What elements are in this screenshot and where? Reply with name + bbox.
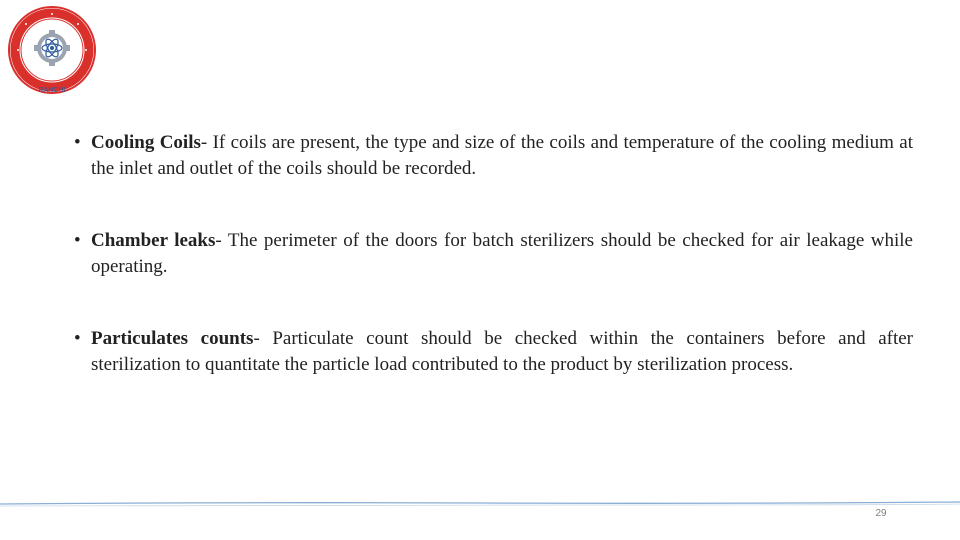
svg-text:RANCHI: RANCHI	[38, 87, 66, 94]
bullet-item-chamber-leaks	[74, 228, 913, 280]
bullet-dot: •	[74, 132, 81, 153]
bullet-dot: •	[74, 230, 81, 251]
bullet-text: - The perimeter of the doors for batch sterilizers should be checked for air leakage while operating.	[91, 230, 913, 277]
institute-logo	[6, 4, 98, 96]
bullet-dot: •	[74, 328, 81, 349]
bullet-text: - Particulate count should be checked within the containers before and after sterilization to quantitate the particle load contributed to the product by sterilization process.	[91, 328, 913, 375]
institute-emblem-icon	[6, 4, 98, 96]
bullet-item-cooling-coils	[74, 130, 913, 182]
bullet-term: Particulates counts	[91, 328, 254, 349]
footer-divider	[0, 496, 960, 510]
bullet-text: - If coils are present, the type and size of the coils and temperature of the cooling medium at the inlet and outlet of the coils should be recorded.	[91, 132, 913, 179]
page-number: 29	[875, 508, 887, 519]
bullet-term: Cooling Coils	[91, 132, 201, 153]
bullet-term: Chamber leaks	[91, 230, 216, 251]
bullet-item-particulates-counts	[74, 326, 913, 378]
